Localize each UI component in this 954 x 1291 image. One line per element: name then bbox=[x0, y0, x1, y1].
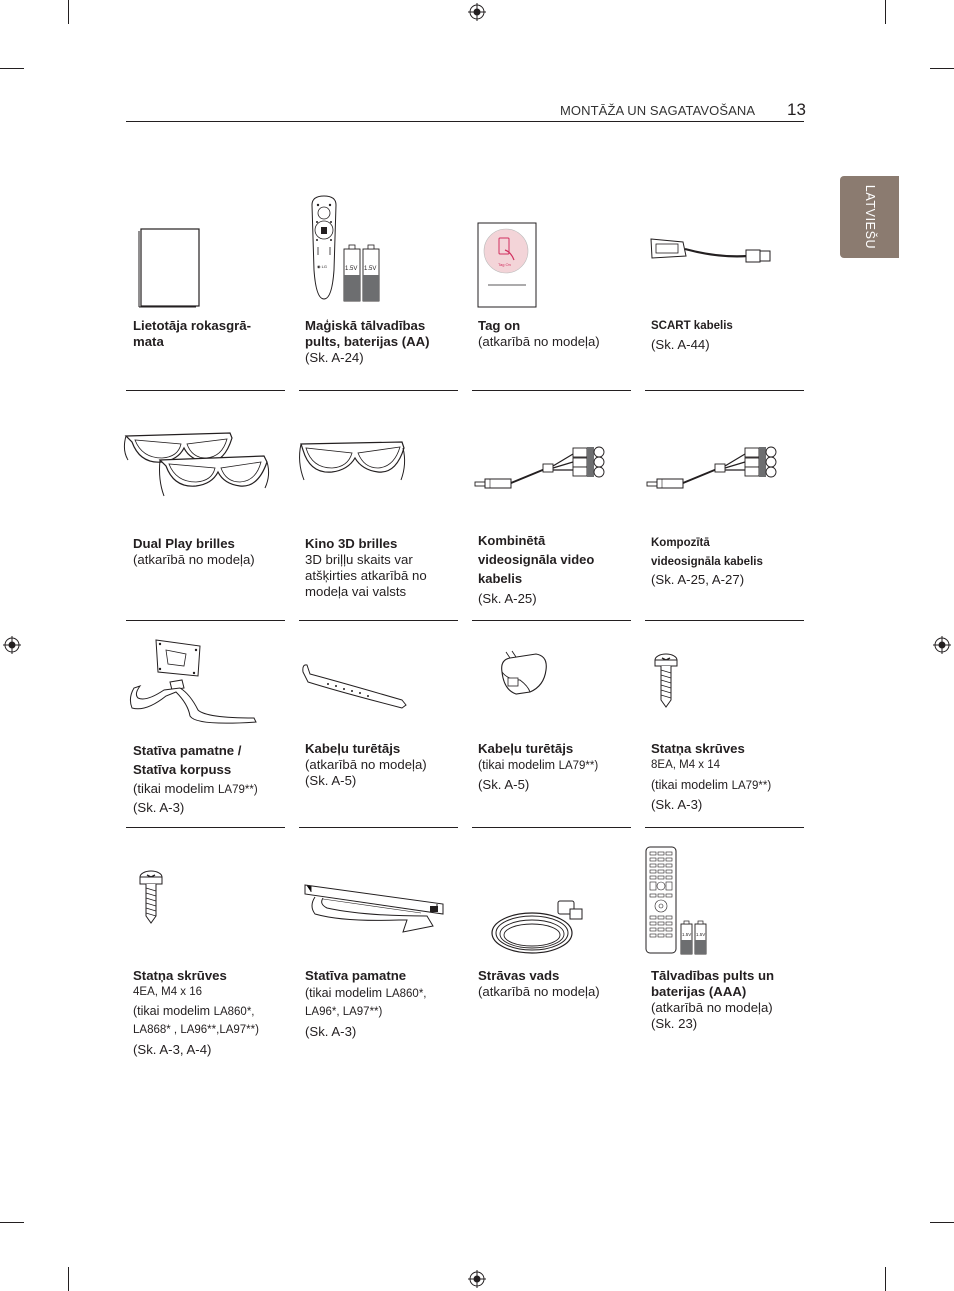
page-number: 13 bbox=[787, 100, 806, 119]
item-note: (atkarībā no modeļa) bbox=[305, 757, 427, 772]
item-model: LA860*, bbox=[213, 1006, 255, 1018]
item-stand-screws-1 bbox=[651, 741, 811, 813]
item-title: Lietotāja rokasgrā- bbox=[133, 318, 251, 333]
row-divider bbox=[472, 620, 631, 621]
section-title: MONTĀŽA UN SAGATAVOŠANA bbox=[560, 103, 756, 118]
battery-label: 1.5V bbox=[696, 932, 706, 937]
header-rule bbox=[126, 121, 804, 122]
item-model: LA860*, bbox=[385, 988, 427, 1000]
item-ref: (Sk. A-25) bbox=[478, 591, 537, 606]
item-title: Strāvas vads bbox=[478, 968, 560, 983]
item-title: videosignāla video bbox=[478, 552, 595, 567]
crop-mark bbox=[0, 1222, 24, 1223]
item-model: LA79**) bbox=[558, 760, 599, 772]
screw-m4x16-icon bbox=[139, 870, 163, 924]
item-title: Statņa skrūves bbox=[133, 968, 227, 983]
item-title: baterijas (AAA) bbox=[651, 984, 747, 999]
item-note: modeļa vai valsts bbox=[305, 584, 407, 599]
item-stand-screws-2 bbox=[133, 968, 293, 1058]
registration-mark-icon bbox=[3, 636, 21, 654]
item-note: (atkarībā no modeļa) bbox=[651, 1000, 773, 1015]
item-cinema-3d bbox=[305, 536, 465, 600]
crop-mark bbox=[885, 1267, 886, 1291]
item-model: LA868* , LA96**,LA97**) bbox=[133, 1024, 259, 1036]
item-note: (tikai modelim bbox=[133, 781, 219, 796]
item-note: (tikai modelim bbox=[133, 1004, 214, 1018]
crop-mark bbox=[0, 68, 24, 69]
manual-book-icon bbox=[138, 228, 202, 308]
item-ref: (Sk. A-5) bbox=[478, 777, 530, 792]
stand-base-icon bbox=[126, 636, 260, 730]
scart-cable-icon bbox=[648, 236, 773, 268]
item-title: SCART kabelis bbox=[651, 320, 733, 332]
row-divider bbox=[472, 390, 631, 391]
item-stand-base bbox=[133, 741, 293, 817]
item-note: 3D briļļu skaits var bbox=[305, 552, 413, 567]
item-title: Tālvadības pults un bbox=[651, 968, 775, 983]
item-magic-remote bbox=[305, 318, 465, 366]
item-remote-aaa bbox=[651, 968, 811, 1032]
item-component-cable bbox=[478, 531, 638, 607]
item-power-cord bbox=[478, 968, 638, 1000]
tag-on-card-icon bbox=[477, 222, 537, 308]
row-divider bbox=[126, 827, 285, 828]
item-title: Maģiskā tālvadības bbox=[305, 318, 426, 333]
crop-mark bbox=[930, 1222, 954, 1223]
registration-mark-icon bbox=[933, 636, 951, 654]
item-title: Statīva pamatne / bbox=[133, 743, 242, 758]
svg-text:◉ LG: ◉ LG bbox=[317, 264, 327, 269]
item-cable-holder-1 bbox=[305, 741, 465, 789]
component-cable-icon bbox=[473, 442, 608, 492]
item-title: Kabeļu turētājs bbox=[478, 741, 574, 756]
item-title: Statīva korpuss bbox=[133, 762, 232, 777]
item-title: Dual Play brilles bbox=[133, 536, 235, 551]
row-divider bbox=[299, 390, 458, 391]
item-note: (tikai modelim bbox=[478, 758, 559, 772]
item-note: (tikai modelim bbox=[305, 986, 386, 1000]
composite-cable-icon bbox=[645, 442, 780, 492]
cable-holder-clip-icon bbox=[496, 650, 550, 698]
item-cable-holder-2 bbox=[478, 741, 638, 793]
item-spec: 8EA, M4 x 14 bbox=[651, 759, 721, 771]
remote-aaa-icon bbox=[645, 846, 709, 956]
magic-remote-icon bbox=[304, 195, 388, 305]
item-ref: (Sk. A-3, A-4) bbox=[133, 1042, 212, 1057]
cable-holder-strip-icon bbox=[300, 660, 410, 710]
row-divider bbox=[299, 827, 458, 828]
item-note: (atkarībā no modeļa) bbox=[478, 984, 600, 999]
item-dual-play bbox=[133, 536, 293, 568]
item-scart bbox=[651, 318, 811, 353]
crop-mark bbox=[930, 68, 954, 69]
item-note: (atkarībā no modeļa) bbox=[133, 552, 255, 567]
row-divider bbox=[645, 620, 804, 621]
screw-m4x14-icon bbox=[654, 652, 678, 708]
item-title: Statīva pamatne bbox=[305, 968, 407, 983]
dual-play-glasses-icon bbox=[124, 430, 269, 502]
item-model: LA96*, LA97**) bbox=[305, 1006, 383, 1018]
item-title: Kombinētā bbox=[478, 533, 546, 548]
crop-mark bbox=[885, 0, 886, 24]
registration-mark-icon bbox=[468, 1270, 486, 1288]
row-divider bbox=[645, 390, 804, 391]
item-title: Kabeļu turētājs bbox=[305, 741, 401, 756]
row-divider bbox=[645, 827, 804, 828]
item-stand-base-2 bbox=[305, 968, 465, 1040]
item-model: LA79**) bbox=[731, 780, 772, 792]
battery-label: 1.5V bbox=[345, 266, 358, 272]
row-divider bbox=[299, 620, 458, 621]
item-composite-cable bbox=[651, 534, 811, 588]
item-title: mata bbox=[133, 334, 164, 349]
cinema-3d-glasses-icon bbox=[298, 440, 406, 490]
crop-mark bbox=[68, 1267, 69, 1291]
item-note: (tikai modelim bbox=[651, 778, 732, 792]
item-ref: (Sk. 23) bbox=[651, 1016, 698, 1031]
item-note: (atkarībā no modeļa) bbox=[478, 334, 600, 349]
tag-on-card-text: Tag On bbox=[498, 262, 511, 267]
item-title: Tag on bbox=[478, 318, 521, 333]
item-title: Statņa skrūves bbox=[651, 741, 745, 756]
item-ref: (Sk. A-24) bbox=[305, 350, 364, 365]
item-title: Kompozītā bbox=[651, 537, 710, 549]
item-title: Kino 3D brilles bbox=[305, 536, 398, 551]
crop-mark bbox=[68, 0, 69, 24]
power-cord-icon bbox=[490, 895, 586, 957]
item-ref: (Sk. A-25, A-27) bbox=[651, 572, 745, 587]
row-divider bbox=[126, 620, 285, 621]
item-title: videosignāla kabelis bbox=[651, 556, 763, 568]
item-manual bbox=[133, 318, 293, 350]
battery-label: 1.5V bbox=[364, 266, 377, 272]
item-ref: (Sk. A-3) bbox=[651, 797, 703, 812]
item-ref: (Sk. A-5) bbox=[305, 773, 357, 788]
item-model: LA79**) bbox=[218, 784, 258, 796]
registration-mark-icon bbox=[468, 3, 486, 21]
item-spec: 4EA, M4 x 16 bbox=[133, 986, 203, 998]
item-ref: (Sk. A-44) bbox=[651, 337, 710, 352]
item-note: atšķirties atkarībā no bbox=[305, 568, 427, 583]
item-ref: (Sk. A-3) bbox=[133, 800, 185, 815]
item-ref: (Sk. A-3) bbox=[305, 1024, 357, 1039]
item-title: kabelis bbox=[478, 571, 523, 586]
stand-base-2-icon bbox=[303, 882, 445, 936]
row-divider bbox=[472, 827, 631, 828]
item-title: pults, baterijas (AA) bbox=[305, 334, 430, 349]
language-tab-label: LATVIEŠU bbox=[862, 184, 877, 250]
battery-label: 1.5V bbox=[682, 932, 692, 937]
item-tag-on bbox=[478, 318, 638, 350]
row-divider bbox=[126, 390, 285, 391]
